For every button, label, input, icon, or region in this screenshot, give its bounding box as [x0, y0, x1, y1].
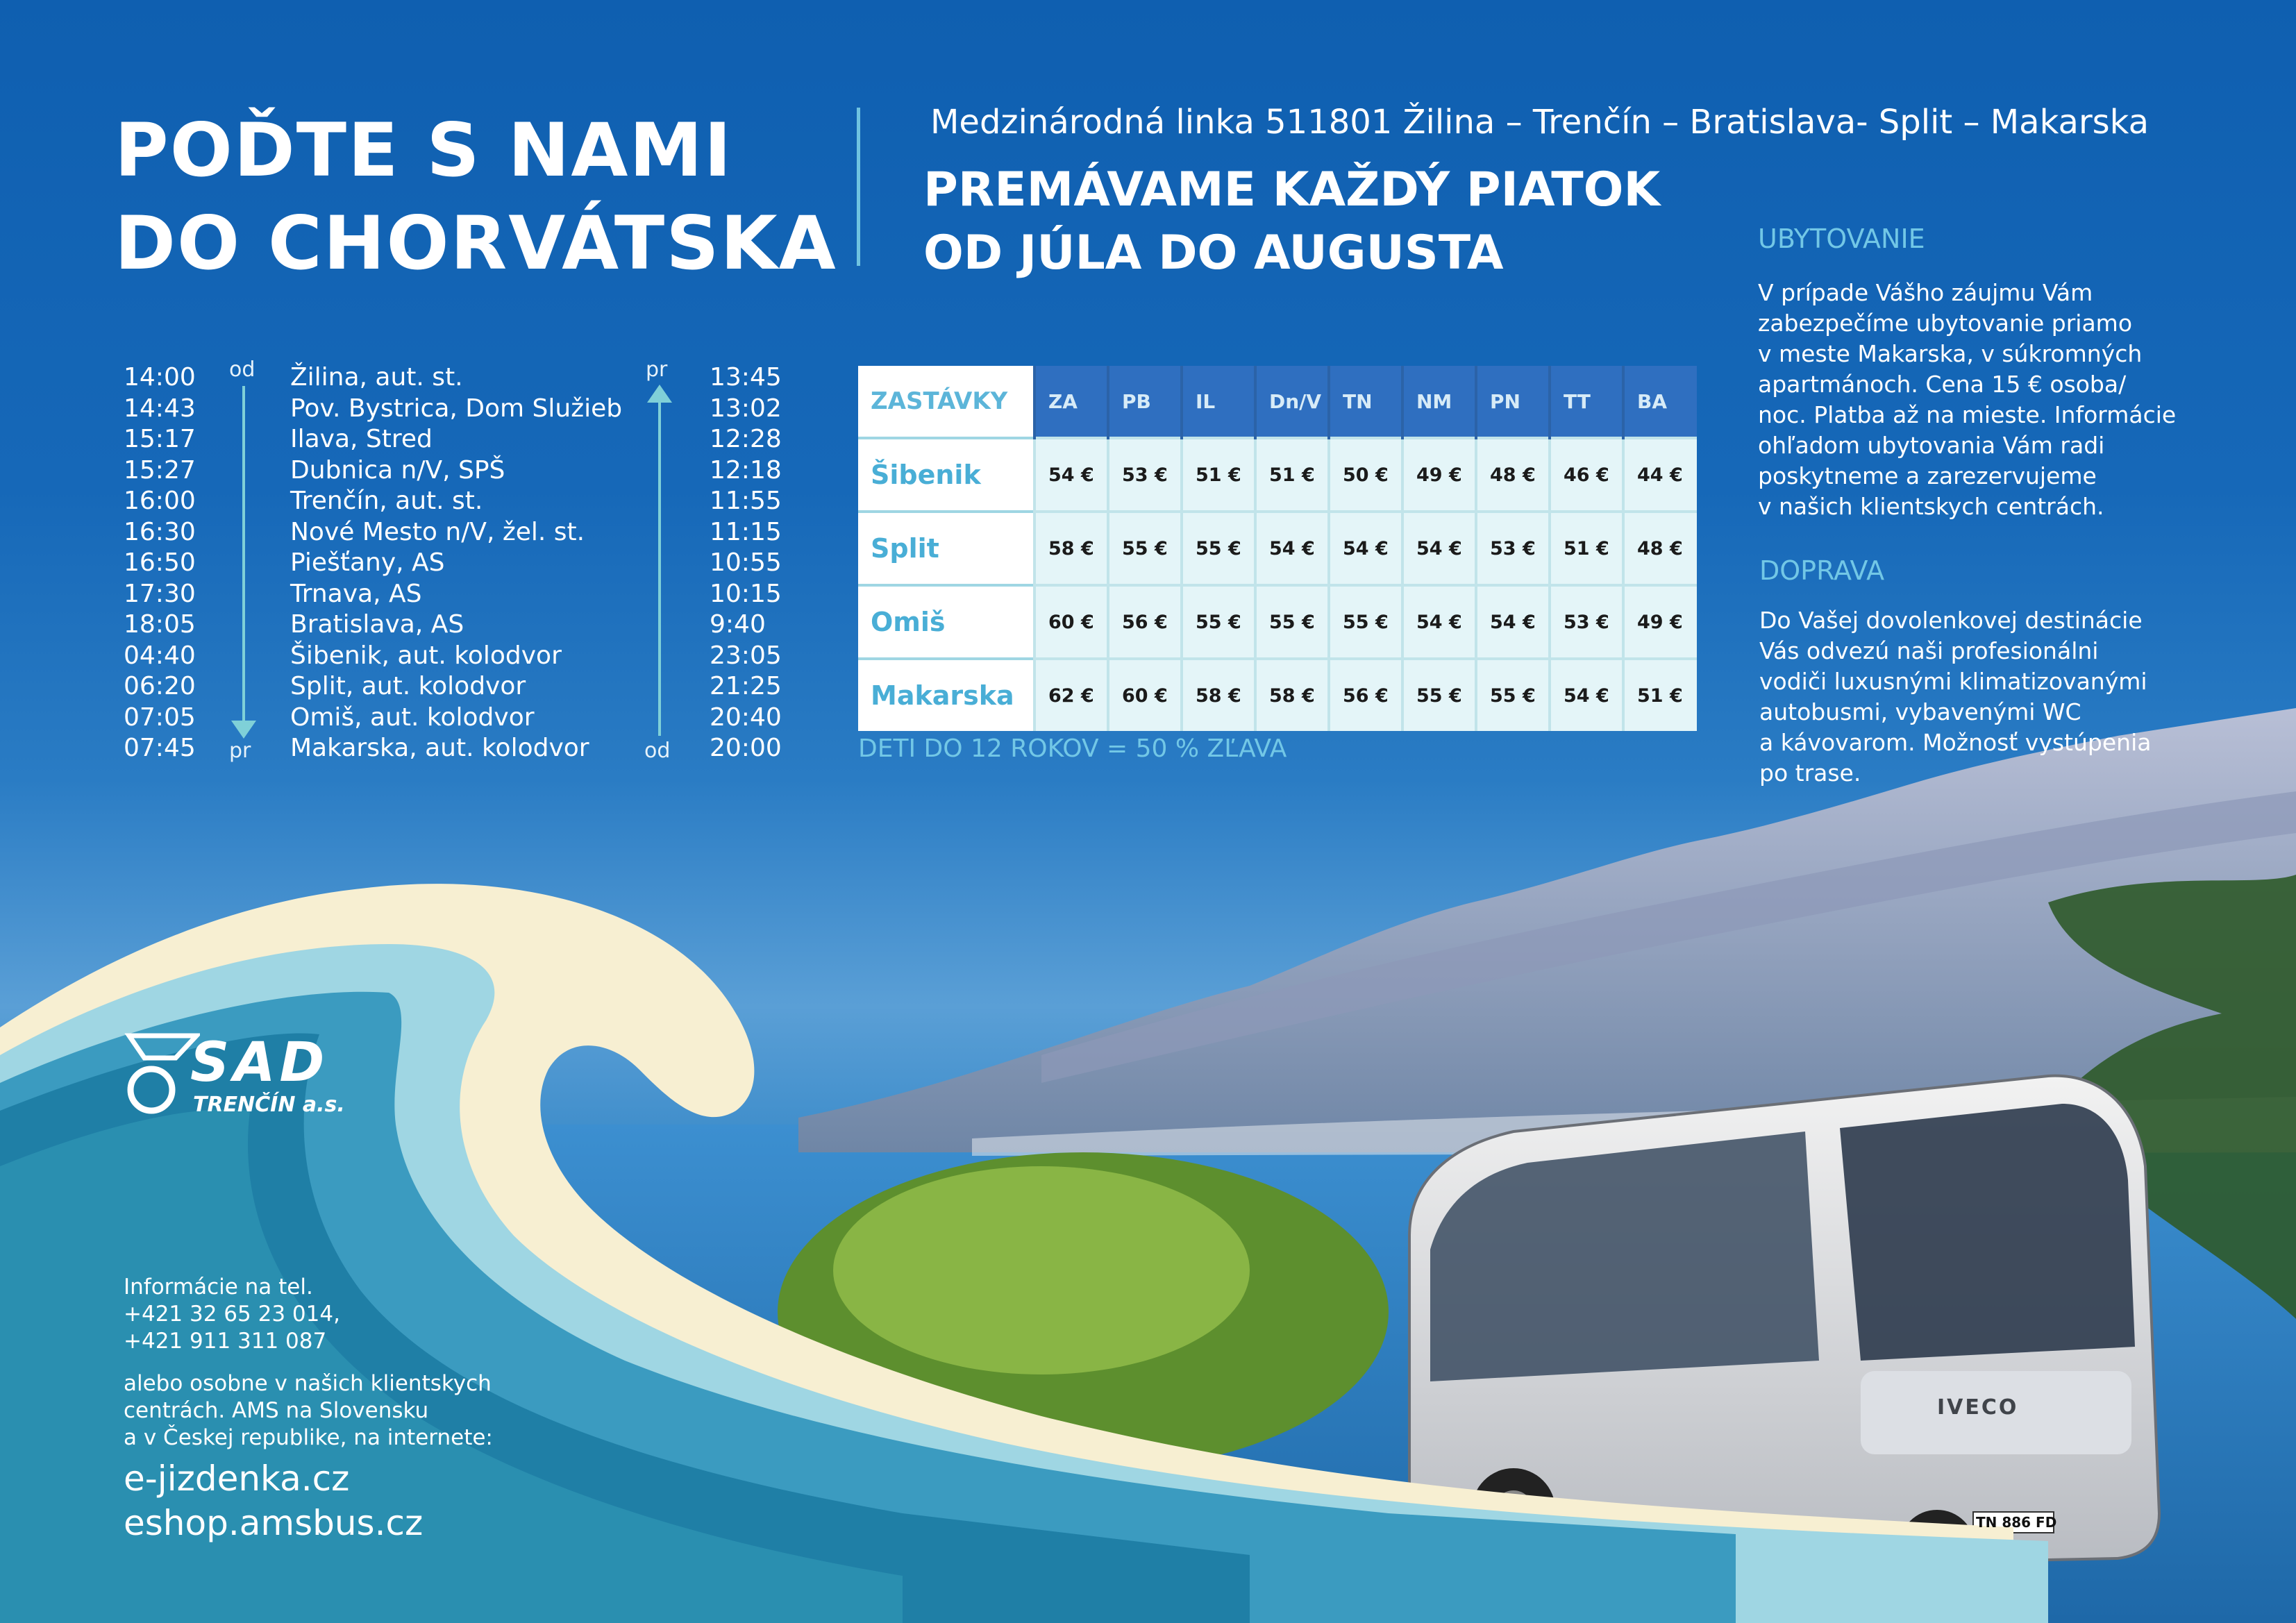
price-cell: 54 €: [1034, 438, 1108, 512]
stop-name: Makarska, aut. kolodvor: [290, 734, 589, 762]
ret-time: 20:40: [710, 703, 782, 732]
ret-time: 11:55: [710, 487, 782, 515]
price-cell: 48 €: [1476, 438, 1550, 512]
contact-phone[interactable]: +421 32 65 23 014,: [124, 1302, 340, 1327]
header-divider: [857, 108, 860, 266]
contact-phone-block: [124, 1274, 340, 1355]
stop-name: Omiš, aut. kolodvor: [290, 703, 535, 732]
logo-text: SAD: [190, 1032, 329, 1094]
price-cell: 54 €: [1550, 659, 1623, 731]
ret-time: 20:00: [710, 734, 782, 762]
ret-time: 10:55: [710, 548, 782, 577]
dep-time: 14:00: [124, 363, 196, 392]
dep-time: 06:20: [124, 672, 196, 700]
ret-time: 13:45: [710, 363, 782, 392]
price-table-header: [858, 366, 1697, 438]
price-cell: 60 €: [1034, 585, 1108, 659]
transport-line: vodiči luxusnými klimatizovanými: [1759, 668, 2147, 695]
dep-time: 04:40: [124, 641, 196, 670]
price-cell: 49 €: [1402, 438, 1476, 512]
bus-brand: IVECO: [1937, 1395, 2019, 1420]
contact-phone[interactable]: +421 911 311 087: [124, 1329, 327, 1354]
price-cell: 55 €: [1476, 659, 1550, 731]
logo-emblem-icon: [124, 1029, 200, 1119]
price-cell: 55 €: [1182, 585, 1255, 659]
logo-subtext: TRENČÍN a.s.: [193, 1093, 345, 1117]
stop-name: Pov. Bystrica, Dom Služieb: [290, 394, 623, 423]
price-cell: 56 €: [1329, 659, 1402, 731]
column-header: BA: [1623, 366, 1697, 438]
price-table: [858, 366, 1697, 731]
accommodation-line: poskytneme a zarezervujeme: [1758, 462, 2097, 489]
headline-line2: DO CHORVÁTSKA: [115, 201, 837, 286]
accommodation-line: noc. Platba až na mieste. Informácie: [1758, 401, 2177, 428]
price-cell: 54 €: [1476, 585, 1550, 659]
price-cell: 54 €: [1329, 512, 1402, 585]
web-link-eshop[interactable]: eshop.amsbus.cz: [124, 1503, 424, 1543]
web-links: [124, 1456, 423, 1545]
table-row: [858, 659, 1697, 731]
table-row: [858, 585, 1697, 659]
return-times: [710, 362, 782, 764]
transport-title: DOPRAVA: [1759, 555, 1885, 586]
dep-time: 16:30: [124, 517, 196, 546]
price-cell: 50 €: [1329, 438, 1402, 512]
column-header: TT: [1550, 366, 1623, 438]
outbound-to-label: pr: [229, 739, 251, 763]
column-header: TN: [1329, 366, 1402, 438]
dep-time: 16:50: [124, 548, 196, 577]
price-cell: 51 €: [1255, 438, 1329, 512]
ret-time: 23:05: [710, 641, 782, 670]
stop-name: Ilava, Stred: [290, 425, 433, 453]
stop-name: Trenčín, aut. st.: [290, 487, 483, 515]
price-cell: 58 €: [1255, 659, 1329, 731]
outbound-from-label: od: [229, 358, 255, 382]
column-header: PN: [1476, 366, 1550, 438]
price-cell: 53 €: [1550, 585, 1623, 659]
row-stop-name: Makarska: [858, 659, 1034, 731]
column-header: PB: [1108, 366, 1182, 438]
price-cell: 48 €: [1623, 512, 1697, 585]
price-cell: 58 €: [1034, 512, 1108, 585]
accommodation-line: zabezpečíme ubytovanie priamo: [1758, 310, 2133, 337]
price-cell: 60 €: [1108, 659, 1182, 731]
price-cell: 54 €: [1402, 512, 1476, 585]
child-discount-note: DETI DO 12 ROKOV = 50 % ZĽAVA: [858, 734, 1287, 763]
column-header: NM: [1402, 366, 1476, 438]
dep-time: 17:30: [124, 579, 196, 608]
ret-time: 13:02: [710, 394, 782, 423]
price-cell: 49 €: [1623, 585, 1697, 659]
departure-times: [124, 362, 196, 764]
accommodation-line: V prípade Vášho záujmu Vám: [1758, 279, 2093, 306]
dep-time: 15:27: [124, 455, 196, 485]
subheadline-line2: OD JÚLA DO AUGUSTA: [923, 226, 1504, 280]
outbound-arrow-line: [242, 386, 245, 729]
ret-time: 21:25: [710, 672, 782, 700]
arrow-up-icon: [647, 383, 672, 403]
column-header: ZA: [1034, 366, 1108, 438]
price-cell: 55 €: [1255, 585, 1329, 659]
dep-time: 16:00: [124, 487, 196, 515]
ret-time: 12:18: [710, 455, 782, 485]
stop-names: [290, 362, 622, 764]
bus-plate: TN 886 FD: [1976, 1514, 2057, 1531]
accommodation-line: v našich klientskych centrách.: [1758, 493, 2104, 520]
table-row: [858, 512, 1697, 585]
dep-time: 07:05: [124, 703, 196, 732]
contact-info-block: [124, 1370, 493, 1452]
price-cell: 56 €: [1108, 585, 1182, 659]
stop-name: Split, aut. kolodvor: [290, 672, 526, 700]
transport-text: [1759, 605, 2204, 789]
ret-time: 10:15: [710, 579, 782, 608]
price-cell: 44 €: [1623, 438, 1697, 512]
price-cell: 51 €: [1623, 659, 1697, 731]
table-row: [858, 438, 1697, 512]
row-stop-name: Šibenik: [858, 438, 1034, 512]
headline: [115, 104, 837, 290]
price-cell: 53 €: [1108, 438, 1182, 512]
arrow-down-icon: [231, 721, 256, 740]
price-cell: 55 €: [1108, 512, 1182, 585]
transport-line: a kávovarom. Možnosť vystúpenia: [1759, 729, 2152, 756]
price-cell: 51 €: [1550, 512, 1623, 585]
price-cell: 62 €: [1034, 659, 1108, 731]
ret-time: 9:40: [710, 610, 766, 639]
sad-logo: [124, 1029, 360, 1126]
stop-name: Dubnica n/V, SPŠ: [290, 455, 505, 485]
subheadline-line1: PREMÁVAME KAŽDÝ PIATOK: [923, 162, 1661, 217]
accommodation-line: apartmánoch. Cena 15 € osoba/: [1758, 371, 2127, 398]
return-from-label: od: [644, 739, 671, 763]
price-cell: 46 €: [1550, 438, 1623, 512]
stop-name: Nové Mesto n/V, žel. st.: [290, 517, 585, 546]
stop-name: Bratislava, AS: [290, 610, 464, 639]
stop-name: Žilina, aut. st.: [290, 363, 463, 392]
transport-line: Vás odvezú naši profesionálni: [1759, 637, 2099, 664]
accommodation-title: UBYTOVANIE: [1758, 224, 1925, 254]
stop-name: Šibenik, aut. kolodvor: [290, 641, 562, 670]
return-to-label: pr: [646, 358, 668, 382]
transport-line: po trase.: [1759, 759, 1861, 787]
dep-time: 14:43: [124, 394, 196, 423]
price-cell: 53 €: [1476, 512, 1550, 585]
row-stop-name: Omiš: [858, 585, 1034, 659]
contact-line: alebo osobne v našich klientskych: [124, 1371, 492, 1396]
contact-line: centrách. AMS na Slovensku: [124, 1398, 429, 1423]
column-header: Dn/V: [1255, 366, 1329, 438]
stop-name: Piešťany, AS: [290, 548, 445, 577]
price-cell: 58 €: [1182, 659, 1255, 731]
tree-foliage-light: [833, 1166, 1250, 1374]
contact-line: Informácie na tel.: [124, 1275, 313, 1300]
contact-line: a v Českej republike, na internete:: [124, 1425, 493, 1450]
accommodation-line: ohľadom ubytovania Vám radi: [1758, 432, 2105, 459]
ret-time: 11:15: [710, 517, 782, 546]
column-header: IL: [1182, 366, 1255, 438]
price-cell: 55 €: [1329, 585, 1402, 659]
transport-line: autobusmi, vybavenými WC: [1759, 698, 2081, 725]
price-cell: 54 €: [1402, 585, 1476, 659]
row-stop-name: Split: [858, 512, 1034, 585]
web-link-ejizdenka[interactable]: e-jizdenka.cz: [124, 1458, 350, 1499]
route-line: Medzinárodná linka 511801 Žilina – Trenčín – Bratislava- Split – Makarska: [930, 103, 2150, 142]
stop-name: Trnava, AS: [290, 579, 422, 608]
dep-time: 07:45: [124, 734, 196, 762]
price-cell: 55 €: [1402, 659, 1476, 731]
dep-time: 18:05: [124, 610, 196, 639]
price-table-corner: ZASTÁVKY: [858, 366, 1034, 438]
return-arrow-line: [658, 401, 661, 736]
price-cell: 54 €: [1255, 512, 1329, 585]
schedule-subheadline: [923, 158, 1660, 285]
accommodation-line: v meste Makarska, v súkromných: [1758, 340, 2143, 367]
dep-time: 15:17: [124, 425, 196, 453]
price-cell: 51 €: [1182, 438, 1255, 512]
headline-line1: POĎTE S NAMI: [115, 108, 733, 193]
transport-line: Do Vašej dovolenkovej destinácie: [1759, 607, 2143, 634]
accommodation-text: [1758, 278, 2202, 522]
ret-time: 12:28: [710, 425, 782, 453]
price-cell: 55 €: [1182, 512, 1255, 585]
